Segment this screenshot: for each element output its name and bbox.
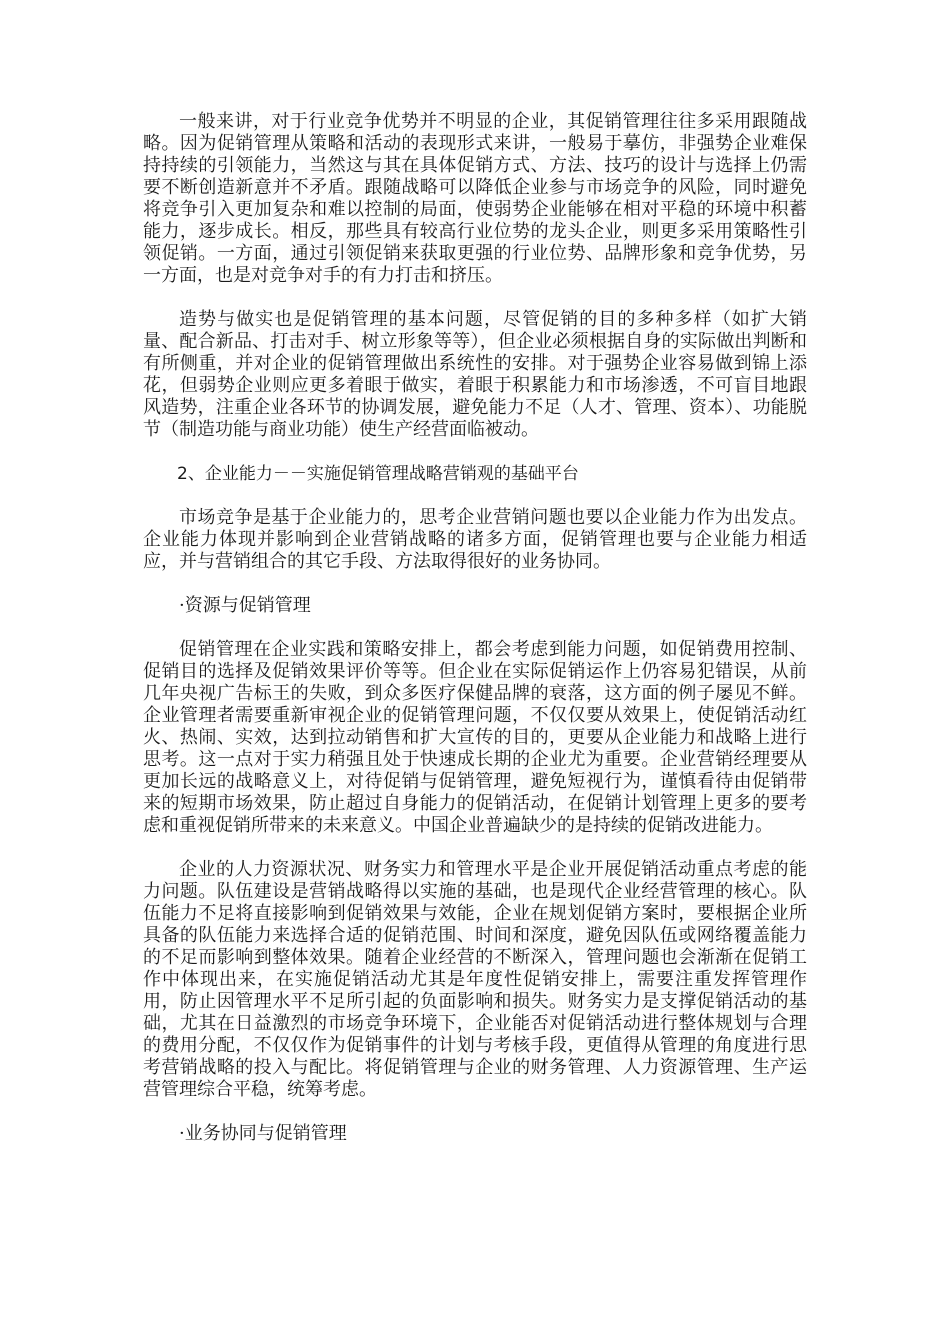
subheading-resources: ·资源与促销管理 <box>179 595 311 616</box>
paragraph-capability-intro: 市场竞争是基于企业能力的，思考企业营销问题也要以企业能力作为出发点。企业能力体现并影响到企业营销战略的诸多方面，促销管理也要与企业能力相适应，并与营销组合的其它手段、方法取得很好的业务协同。 <box>143 507 807 572</box>
paragraph-follow-strategy: 一般来讲，对于行业竞争优势并不明显的企业，其促销管理往往多采用跟随战略。因为促销管理从策略和活动的表现形式来讲，一般易于摹仿，非强势企业难保持持续的引领能力，当然这与其在具体促销方式、方法、技巧的设计与选择上仍需要不断创造新意并不矛盾。跟随战略可以降低企业参与市场竞争的风险，同时避免将竞争引入更加复杂和难以控制的局面，使弱势企业能够在相对平稳的环境中积蓄能力，逐步成长。相反，那些具有较高行业位势的龙头企业，则更多采用策略性引领促销。一方面，通过引领促销来获取更强的行业位势、品牌形象和竞争优势，另一方面，也是对竞争对手的有力打击和挤压。 <box>143 111 807 286</box>
paragraph-momentum-and-substance: 造势与做实也是促销管理的基本问题，尽管促销的目的多种多样（如扩大销量、配合新品、打击对手、树立形象等等），但企业必须根据自身的实际做出判断和有所侧重，并对企业的促销管理做出系统性的安排。对于强势企业容易做到锦上添花，但弱势企业则应更多着眼于做实，着眼于积累能力和市场渗透，不可盲目地跟风造势，注重企业各环节的协调发展，避免能力不足（人才、管理、资本）、功能脱节（制造功能与商业功能）使生产经营面临被动。 <box>143 309 807 440</box>
document-body <box>143 111 807 1167</box>
subheading-business-synergy: ·业务协同与促销管理 <box>179 1123 347 1144</box>
section-heading-enterprise-capability: 2、企业能力－－实施促销管理战略营销观的基础平台 <box>177 464 579 484</box>
paragraph-resources-promotion: 促销管理在企业实践和策略安排上，都会考虑到能力问题，如促销费用控制、促销目的选择及促销效果评价等等。但企业在实际促销运作上仍容易犯错误，从前几年央视广告标王的失败，到众多医疗保健品牌的衰落，这方面的例子屡见不鲜。企业管理者需要重新审视企业的促销管理问题，不仅仅要从效果上，使促销活动红火、热闹、实效，达到拉动销售和扩大宣传的目的，更要从企业能力和战略上进行思考。这一点对于实力稍强且处于快速成长期的企业尤为重要。企业营销经理要从更加长远的战略意义上，对待促销与促销管理，避免短视行为，谨慎看待由促销带来的短期市场效果，防止超过自身能力的促销活动，在促销计划管理上更多的要考虑和重视促销所带来的未来意义。中国企业普遍缺少的是持续的促销改进能力。 <box>143 639 807 836</box>
paragraph-hr-finance-management: 企业的人力资源状况、财务实力和管理水平是企业开展促销活动重点考虑的能力问题。队伍建设是营销战略得以实施的基础，也是现代企业经营管理的核心。队伍能力不足将直接影响到促销效果与效能，企业在规划促销方案时，要根据企业所具备的队伍能力来选择合适的促销范围、时间和深度，避免因队伍或网络覆盖能力的不足而影响到整体效果。随着企业经营的不断深入，管理问题也会渐渐在促销工作中体现出来，在实施促销活动尤其是年度性促销安排上，需要注重发挥管理作用，防止因管理水平不足所引起的负面影响和损失。财务实力是支撑促销活动的基础，尤其在日益激烈的市场竞争环境下，企业能否对促销活动进行整体规划与合理的费用分配，不仅仅作为促销事件的计划与考核手段，更值得从管理的角度进行思考营销战略的投入与配比。将促销管理与企业的财务管理、人力资源管理、生产运营管理综合平稳，统筹考虑。 <box>143 859 807 1100</box>
